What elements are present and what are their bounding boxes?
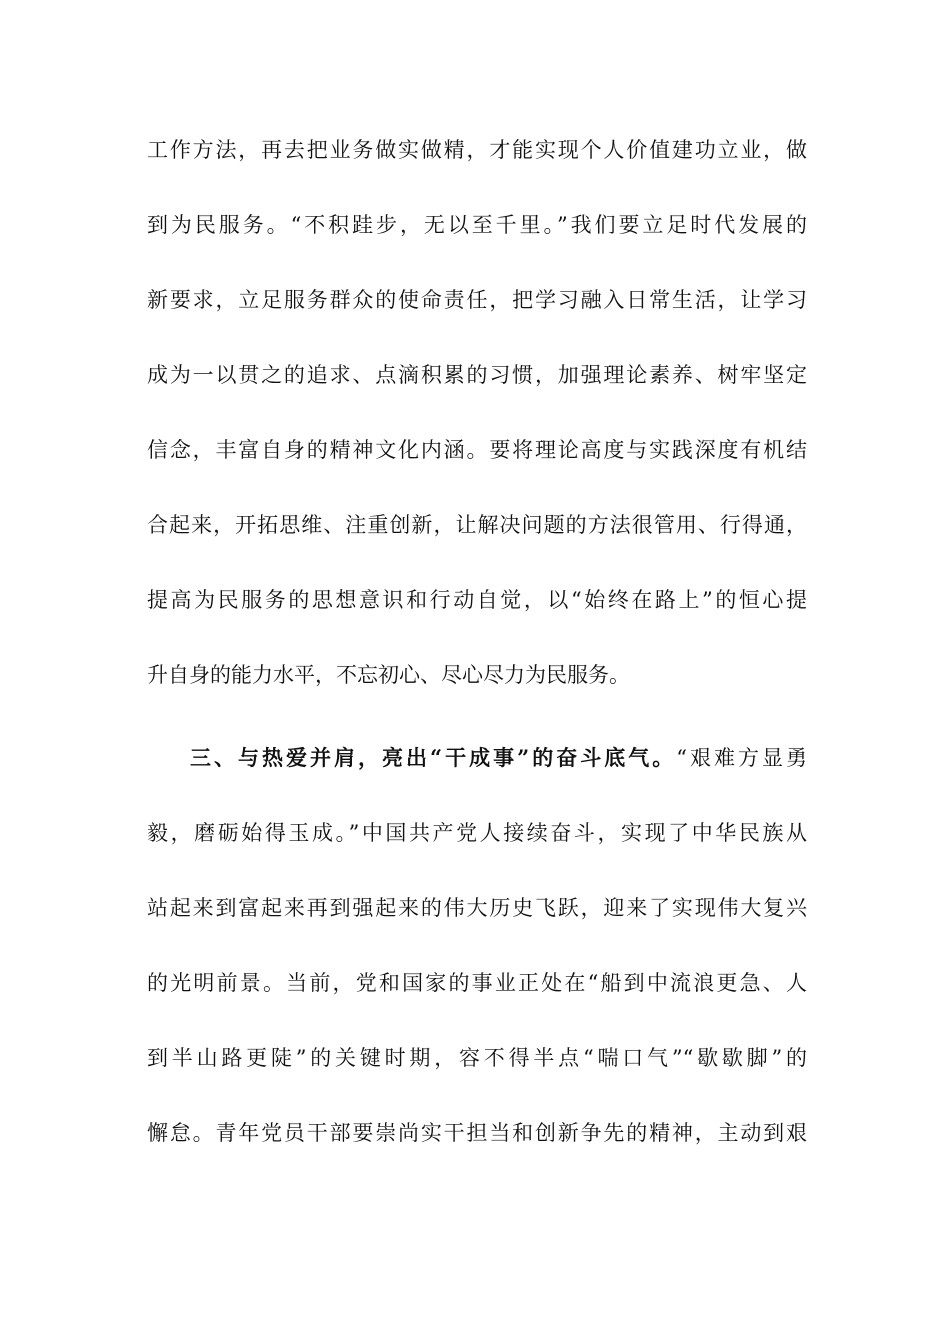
section-heading: 三、与热爱并肩，亮出“干成事”的奋斗底气。 xyxy=(190,745,677,770)
heading-line-rest: “艰难方显勇 xyxy=(676,746,807,770)
section-heading-line xyxy=(190,738,807,778)
paragraph-line: 合起来，开拓思维、注重创新，让解决问题的方法很管用、行得通， xyxy=(147,513,807,537)
paragraph-line: 到为民服务。“不积跬步，无以至千里。”我们要立足时代发展的 xyxy=(147,213,807,237)
paragraph-line: 毅，磨砺始得玉成。”中国共产党人接续奋斗，实现了中华民族从 xyxy=(147,821,807,845)
paragraph-line: 站起来到富起来再到强起来的伟大历史飞跃，迎来了实现伟大复兴 xyxy=(147,896,807,920)
paragraph-line: 新要求，立足服务群众的使命责任，把学习融入日常生活，让学习 xyxy=(147,288,807,312)
paragraph-line: 提高为民服务的思想意识和行动自觉，以“始终在路上”的恒心提 xyxy=(147,588,807,612)
paragraph-line: 到半山路更陡”的关键时期，容不得半点“喘口气”“歇歇脚”的 xyxy=(147,1046,807,1070)
paragraph-line: 的光明前景。当前，党和国家的事业正处在“船到中流浪更急、人 xyxy=(147,971,807,995)
paragraph-line: 成为一以贯之的追求、点滴积累的习惯，加强理论素养、树牢坚定 xyxy=(147,363,807,387)
paragraph-line-last: 升自身的能力水平，不忘初心、尽心尽力为民服务。 xyxy=(147,663,630,687)
paragraph-line: 信念，丰富自身的精神文化内涵。要将理论高度与实践深度有机结 xyxy=(147,438,807,462)
paragraph-line: 懈怠。青年党员干部要崇尚实干担当和创新争先的精神，主动到艰 xyxy=(147,1121,807,1145)
paragraph-line: 工作方法，再去把业务做实做精，才能实现个人价值建功立业，做 xyxy=(147,138,807,162)
